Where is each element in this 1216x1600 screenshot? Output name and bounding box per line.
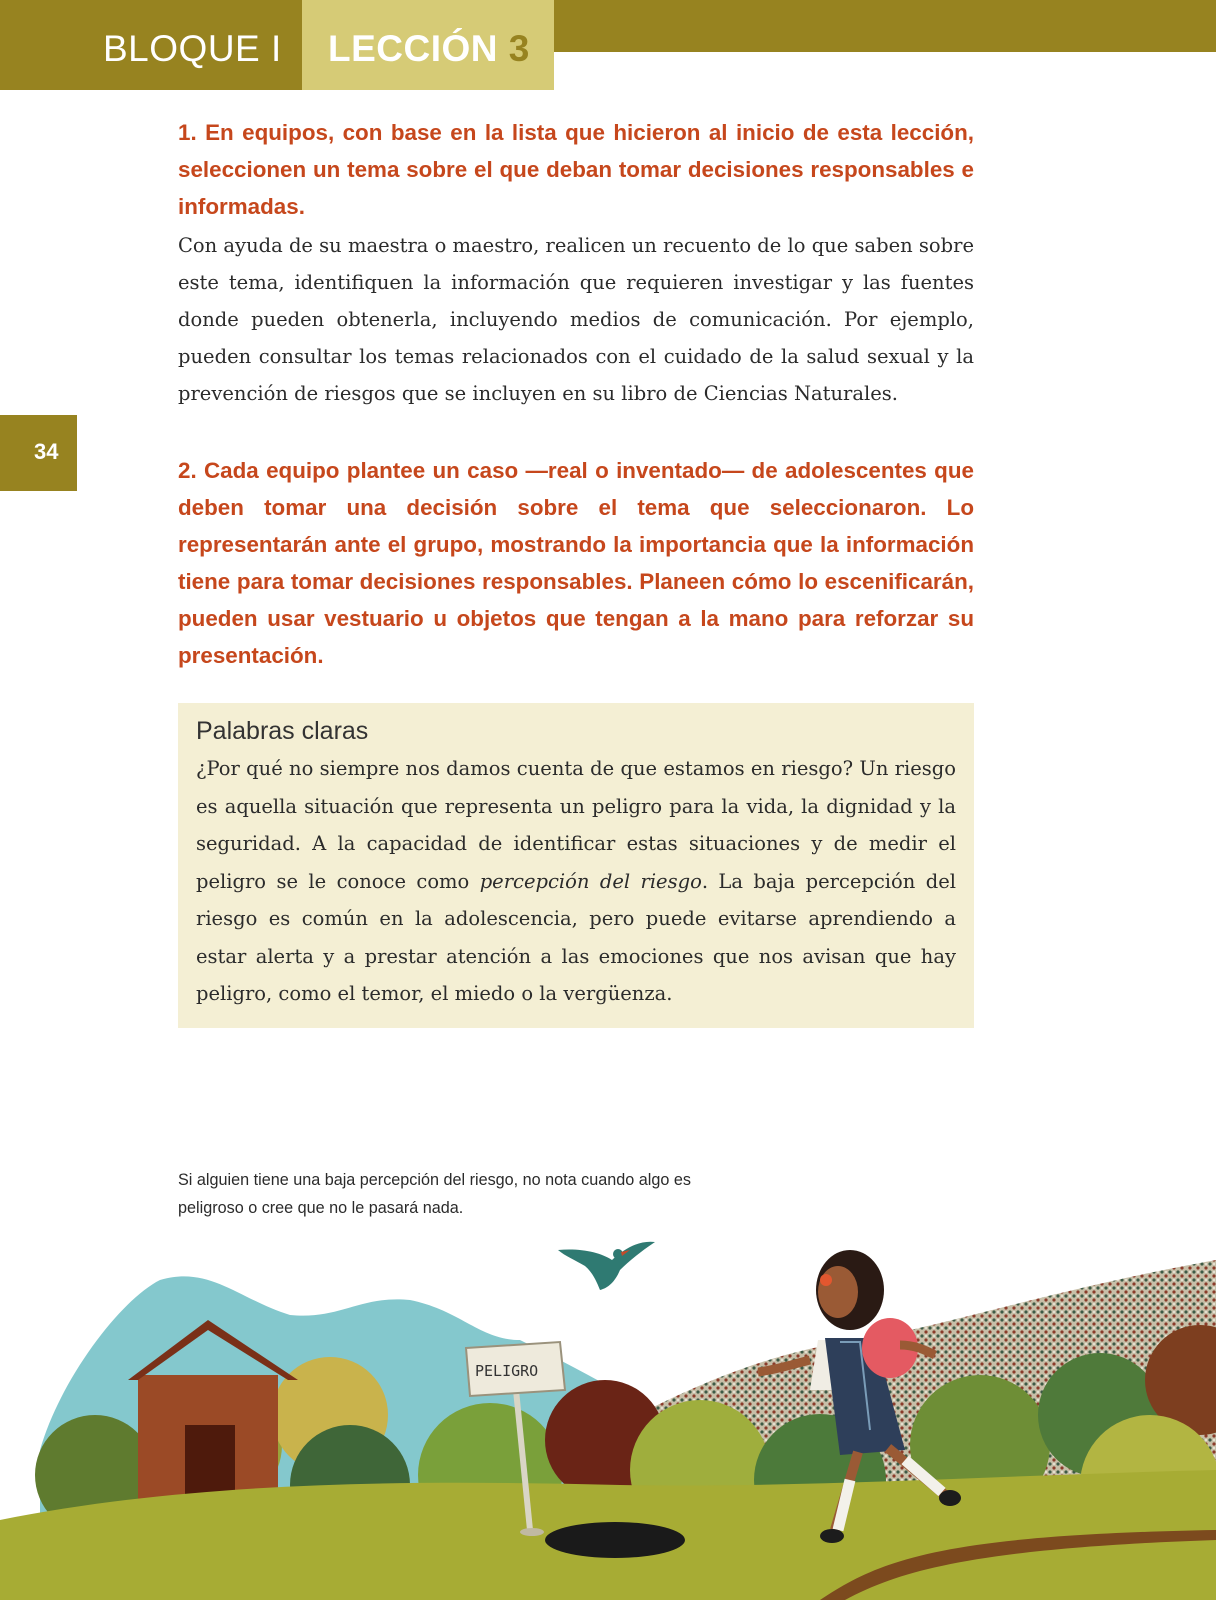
palabras-claras-title: Palabras claras <box>196 717 369 745</box>
palabras-claras-term: percepción del riesgo <box>479 869 702 893</box>
page-number-tab <box>0 415 77 491</box>
sign-text: PELIGRO <box>475 1362 539 1380</box>
bloque-text: BLOQUE I <box>103 28 282 69</box>
bloque-label <box>0 0 302 90</box>
leccion-number: 3 <box>508 28 530 69</box>
bird <box>558 1242 655 1290</box>
page-number: 34 <box>34 439 59 464</box>
leccion-text: LECCIÓN <box>328 28 498 69</box>
leccion-label <box>302 0 554 90</box>
instruction-2-heading: 2. Cada equipo plantee un caso —real o inventado— de adolescentes que deben tomar una decisión sobre el tema que seleccionaron. Lo representarán ante el grupo, mostrando la importancia que la información tiene para tomar decisiones responsables. Planeen cómo lo escenificarán, pueden usar vestuario u objetos que tengan a la mano para reforzar su presentación. <box>178 458 974 668</box>
instruction-1-heading: 1. En equipos, con base en la lista que hicieron al inicio de esta lección, seleccionen un tema sobre el que deban tomar decisiones responsables e informadas. <box>178 120 974 219</box>
palabras-claras-text <box>196 750 956 1013</box>
illustration-caption: Si alguien tiene una baja percepción del riesgo, no nota cuando algo es peligroso o cree que no le pasará nada. <box>178 1171 691 1217</box>
hole <box>545 1522 685 1558</box>
palabras-claras-text-1: ¿Por qué no siempre nos damos cuenta de que estamos en riesgo? Un riesgo es aquella situación que representa un peligro para la vida, la dignidad y la seguridad. A la capacidad de identificar estas situaciones y de medir el peligro se le conoce como <box>196 757 956 893</box>
illustration-girl-walking-to-hole <box>0 1230 1216 1600</box>
page-header <box>0 0 1216 90</box>
palabras-claras-text-2: . La baja percepción del riesgo es común en la adolescencia, pero puede evitarse aprendiendo a estar alerta y a prestar atención a las emociones que nos avisan que hay peligro, como el temor, el miedo o la vergüenza. <box>196 869 956 1005</box>
palabras-claras-box <box>178 703 974 1028</box>
instruction-1-body: Con ayuda de su maestra o maestro, realicen un recuento de lo que saben sobre este tema, identifiquen la información que requieren investigar y las fuentes donde pueden obtenerla, incluyendo medios de comunicación. Por ejemplo, pueden consultar los temas relacionados con el cuidado de la salud sexual y la prevención de riesgos que se incluyen en su libro de Ciencias Naturales. <box>178 234 974 405</box>
